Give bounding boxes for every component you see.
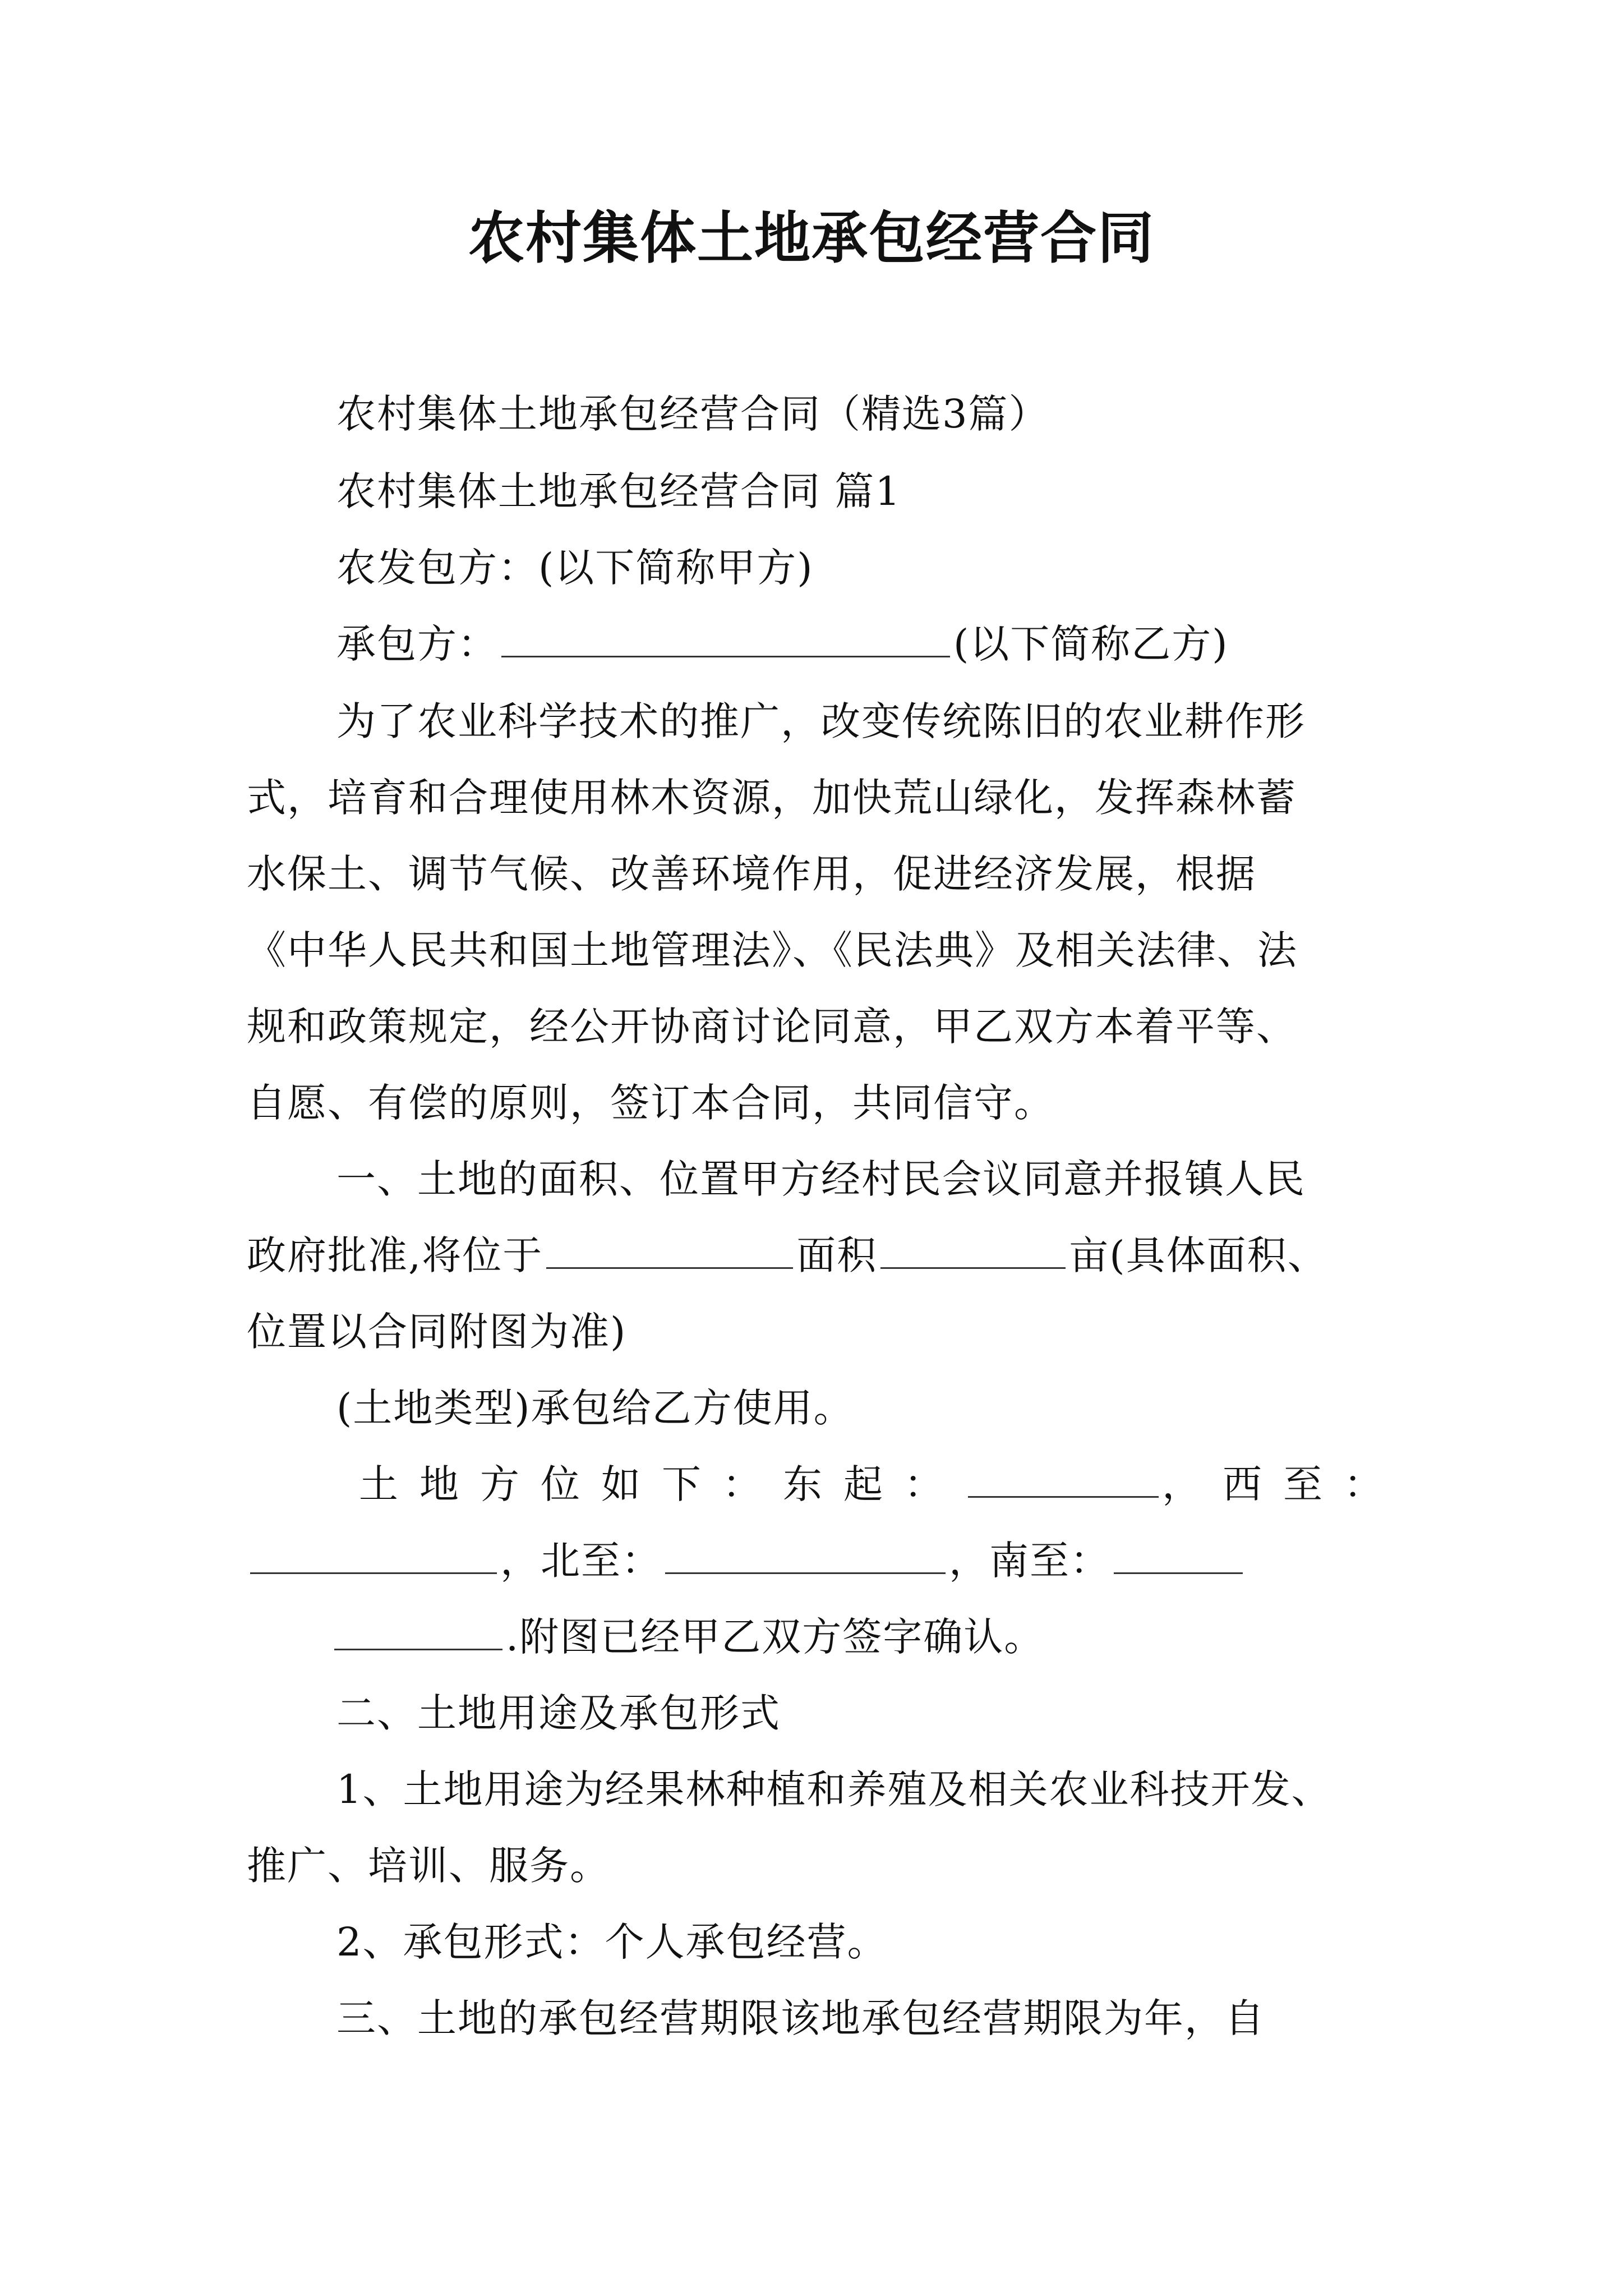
location-blank[interactable] [546, 1229, 793, 1269]
party-b-blank[interactable] [501, 618, 950, 657]
east-blank[interactable] [968, 1458, 1159, 1498]
party-b-line [336, 616, 1229, 672]
paragraph-line: 为了农业科学技术的推广，改变传统陈旧的农业耕作形 [336, 698, 1306, 744]
boundary-south-label: ，南至： [949, 1538, 1110, 1584]
party-a-line: 农发包方：(以下简称甲方) [336, 545, 814, 591]
paragraph-line: (土地类型)承包给乙方使用。 [336, 1385, 854, 1431]
boundary-west-label: ，西至： [1162, 1461, 1404, 1507]
party-b-label: 承包方： [336, 621, 498, 667]
paragraph-line: 水保土、调节气候、改善环境作用，促进经济发展，根据 [247, 851, 1256, 897]
paragraph-line: 1、土地用途为经果林种植和养殖及相关农业科技开发、 [336, 1766, 1332, 1812]
paragraph-line: 式，培育和合理使用林木资源，加快荒山绿化，发挥森林蓄 [247, 775, 1297, 821]
location-line [247, 1227, 1328, 1283]
boundary-line [359, 1456, 1404, 1512]
document-title: 农村集体土地承包经营合同 [468, 205, 1155, 271]
north-blank[interactable] [665, 1534, 946, 1574]
south-blank-continued[interactable] [334, 1611, 502, 1650]
boundary-line-2 [247, 1533, 1246, 1589]
paragraph-line: 一、土地的面积、位置甲方经村民会议同意并报镇人民 [336, 1156, 1306, 1202]
paragraph-line: 规和政策规定，经公开协商讨论同意，甲乙双方本着平等、 [247, 1004, 1297, 1050]
paragraph-line: 2、承包形式：个人承包经营。 [336, 1919, 888, 1965]
paragraph-line: 推广、培训、服务。 [247, 1843, 610, 1889]
boundary-east-label: 土地方位如下：东起： [359, 1461, 965, 1507]
boundary-line-3 [331, 1609, 1044, 1665]
section-heading: 二、土地用途及承包形式 [336, 1690, 781, 1736]
subtitle-line: 农村集体土地承包经营合同（精选3篇） [336, 391, 1049, 437]
paragraph-line: 位置以合同附图为准) [247, 1309, 627, 1355]
location-label: 政府批准,将位于 [247, 1232, 543, 1278]
boundary-north-label: ，北至： [500, 1538, 662, 1584]
section-heading: 农村集体土地承包经营合同 篇1 [336, 468, 901, 514]
paragraph-line: 《中华人民共和国土地管理法》、《民法典》及相关法律、法 [247, 927, 1298, 973]
area-label: 面积 [796, 1232, 878, 1278]
area-blank[interactable] [880, 1229, 1066, 1269]
west-blank[interactable] [250, 1534, 497, 1574]
south-blank[interactable] [1114, 1534, 1243, 1574]
party-b-note: (以下简称乙方) [953, 621, 1229, 667]
map-confirm-note: .附图已经甲乙双方签字确认。 [506, 1614, 1045, 1660]
paragraph-line: 三、土地的承包经营期限该地承包经营期限为年，自 [336, 1995, 1265, 2041]
paragraph-line: 自愿、有偿的原则，签订本合同，共同信守。 [247, 1080, 1054, 1126]
area-unit-note: 亩(具体面积、 [1069, 1232, 1328, 1278]
